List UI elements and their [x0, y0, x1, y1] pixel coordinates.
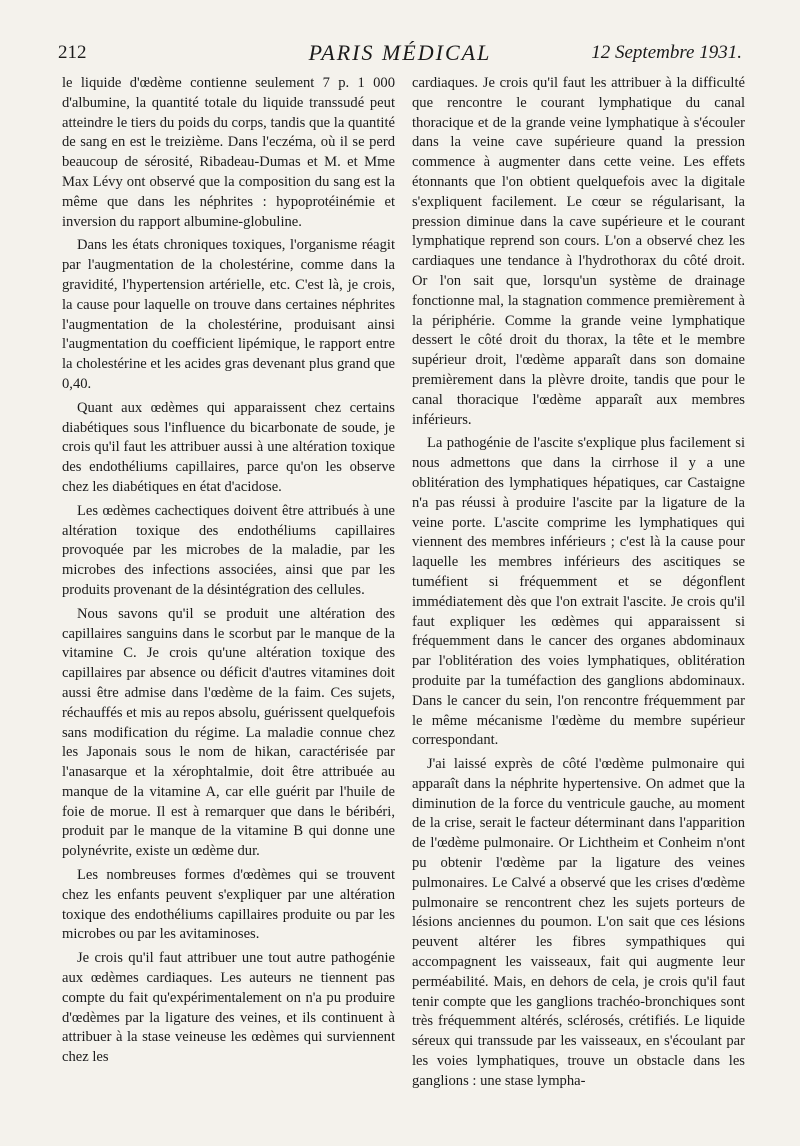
right-column [412, 74, 745, 1092]
issue-date: 12 Septembre 1931. [591, 42, 742, 63]
running-head [58, 40, 742, 70]
page-number: 212 [58, 42, 87, 63]
journal-title: PARIS MÉDICAL [308, 40, 492, 65]
paragraph: J'ai laissé exprès de côté l'œdème pulmonaire qui apparaît dans la néphrite hypertensive. On admet que la diminution de la force du ventricule gauche, au moment de la crise, serait le facteur déterminant dans l'apparition de l'œdème pulmonaire. Or Lichtheim et Conheim n'ont pu obtenir l'œdème par la ligature des veines pulmonaires. Le Calvé a observé que les crises d'œdème pulmonaire se rencontrent chez les sujets porteurs de lésions anciennes du poumon. L'on sait que ces lésions peuvent altérer les fibres sympathiques qui accompagnent les vaisseaux, fait qui augmente leur perméabilité. Mais, en dehors de cela, je crois qu'il faut tenir compte que les ganglions trachéo-bronchiques sont très fréquemment altérés, sclérosés, crétifiés. Le liquide séreux qui transsude par les vaisseaux, en s'écoulant par les voies lymphatiques, trouve un obstacle dans les ganglions : une stase lympha- [412, 756, 745, 1089]
left-column [62, 74, 395, 1068]
paragraph: Dans les états chroniques toxiques, l'organisme réagit par l'augmentation de la cholestérine, comme dans la gravidité, l'hypertension artérielle, etc. C'est là, je crois, la cause pour laquelle on trouve dans certaines néphrites l'augmentation de la cholestérine, produisant ainsi l'augmentation du coefficient lipémique, le rapport entre la cholestérine et les acides gras devenant plus grand que 0,40. [62, 237, 395, 392]
paragraph: le liquide d'œdème contienne seulement 7 p. 1 000 d'albumine, la quantité totale du liquide transsudé peut atteindre le tiers du poids du corps, tandis que la quantité de sang en est le treizième. Dans l'eczéma, où il se perd beaucoup de sérosité, Ribadeau-Dumas et M. et Mme Max Lévy ont observé que la composition du sang est la même que dans les néphrites : hypoprotéinémie et inversion du rapport albumine-globuline. [62, 75, 395, 230]
paragraph: Quant aux œdèmes qui apparaissent chez certains diabétiques sous l'influence du bicarbonate de soude, je crois qu'il faut les attribuer aussi à une altération toxique des endothéliums capillaires, parce qu'on les observe chez les diabétiques en état d'acidose. [62, 399, 395, 495]
paragraph: La pathogénie de l'ascite s'explique plus facilement si nous admettons que dans la cirrhose il y a une oblitération des lymphatiques hépatiques, car Castaigne n'a pas réussi à produire l'ascite par la ligature de la veine porte. L'ascite comprime les lymphatiques qui viennent des membres inférieurs ; c'est là la cause pour laquelle les membres inférieurs des ascitiques se tuméfient si fréquemment et se dégonflent immédiatement dès que l'on extrait l'ascite. Je crois qu'il faut expliquer les œdèmes qui apparaissent si fréquemment dans le cancer des organes abdominaux par l'oblitération des voies lymphatiques, oblitération produite par la tuméfaction des ganglions abdominaux. Dans le cancer du sein, l'on rencontre fréquemment par le même mécanisme l'œdème du membre supérieur correspondant. [412, 435, 745, 749]
paragraph: Les nombreuses formes d'œdèmes qui se trouvent chez les enfants peuvent s'expliquer par une altération toxique des endothéliums capillaires produite ou par les microbes ou par les avitaminoses. [62, 867, 395, 943]
paragraph: cardiaques. Je crois qu'il faut les attribuer à la difficulté que rencontre le courant lymphatique du canal thoracique et de la grande veine lymphatique à s'écouler dans la veine cave supérieure quand la pression commence à augmenter dans cette veine. Les effets étonnants que l'on obtient quelquefois avec la digitale s'expliquent facilement. Le cœur se régularisant, la pression diminue dans la cave supérieure et le courant lymphatique reprend son cours. L'on a observé chez les cardiaques une tendance à l'hydrothorax du côté droit. Or l'on sait que, lorsqu'un système de drainage fonctionne mal, la stagnation commence premièrement à la périphérie. Comme la grande veine lymphatique dessert le côté droit du thorax, la tête et le membre supérieur droit, l'œdème apparaît dans son domaine premièrement dans la plèvre droite, tandis que pour le canal thoracique l'œdème apparaît aux membres inférieurs. [412, 75, 745, 428]
paragraph: Nous savons qu'il se produit une altération des capillaires sanguins dans le scorbut par le manque de la vitamine C. Je crois qu'une altération toxique des capillaires par absence ou déficit d'autres vitamines doit aussi être admise dans l'œdème de la faim. Ces sujets, réchauffés et mis au repos absolu, guérissent quelquefois sans modification du régime. La maladie connue chez les Japonais sous le nom de hikan, caractérisée par l'anasarque et la xérophtalmie, doit être attribuée au manque de la vitamine A, car elle guérit par l'huile de foie de morue. Il est à remarquer que dans le béribéri, produit par le manque de la vitamine B qui donne une polynévrite, existe un œdème dur. [62, 605, 395, 860]
paragraph: Les œdèmes cachectiques doivent être attribués à une altération toxique des endothéliums capillaires provoquée par les microbes de la maladie, par les microbes des infections associées, ainsi que par les produits provenant de la désintégration des cellules. [62, 502, 395, 598]
paragraph: Je crois qu'il faut attribuer une tout autre pathogénie aux œdèmes cardiaques. Les auteurs ne tiennent pas compte du fait qu'expérimentalement on n'a pu produire d'œdèmes par la ligature des veines, et ils continuent à attribuer à la stase veineuse les œdèmes qui surviennent chez les [62, 950, 395, 1066]
